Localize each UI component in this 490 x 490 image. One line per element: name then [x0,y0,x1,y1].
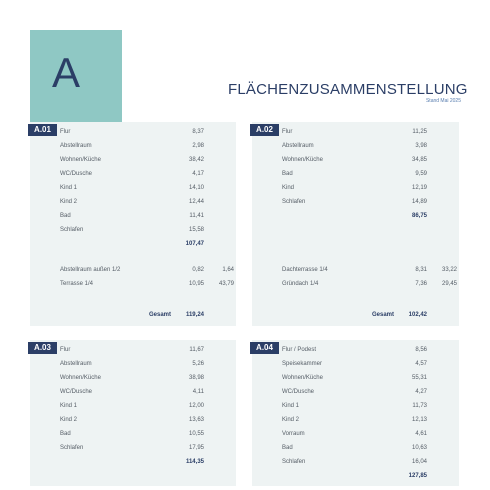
extra-factor-area: 43,79 [218,281,234,287]
room-area: 10,63 [411,445,427,451]
room-row [60,153,234,167]
extra-factor-area: 29,45 [441,281,457,287]
extra-name: Gründach 1/4 [282,281,319,287]
room-area: 14,10 [188,185,204,191]
room-row [60,125,234,139]
room-area: 4,17 [192,171,204,177]
subtotal-value: 127,85 [408,473,427,479]
room-name: Schlafen [60,227,84,233]
room-name: Schlafen [282,459,306,465]
room-row [282,343,457,357]
room-area: 12,13 [411,417,427,423]
room-name: Bad [60,213,71,219]
subtotal-value: 86,75 [411,213,427,219]
room-row [60,223,234,237]
room-area: 2,98 [192,143,204,149]
extra-area: 10,95 [188,281,204,287]
room-row [60,343,234,357]
room-name: Abstellraum [60,361,92,367]
section-letter: A [52,49,81,96]
room-row [60,385,234,399]
unit-card-a04 [252,340,459,486]
room-area: 4,57 [415,361,427,367]
room-name: WC/Dusche [282,389,315,395]
room-area: 5,26 [192,361,204,367]
extra-area: 7,36 [415,281,427,287]
room-area: 4,11 [192,389,204,395]
room-row [282,385,457,399]
extra-name: Abstellraum außen 1/2 [60,267,121,273]
room-name: Kind 1 [282,403,300,409]
extra-factor-area: 33,22 [441,267,457,273]
room-row [60,139,234,153]
room-area: 4,61 [415,431,427,437]
total-value: 102,42 [408,312,427,318]
room-name: Vorraum [282,431,305,437]
unit-badge: A.02 [250,124,279,136]
room-name: Flur [60,347,71,353]
room-row [60,371,234,385]
room-area: 8,56 [415,347,427,353]
total-label: Gesamt [148,312,171,318]
room-name: Kind 2 [60,417,78,423]
room-area: 12,19 [411,185,427,191]
unit-badge: A.04 [250,342,279,354]
room-area: 11,41 [189,213,204,219]
room-area: 3,98 [415,143,427,149]
room-row [282,455,457,469]
room-area: 11,67 [189,347,204,353]
room-area: 13,63 [188,417,204,423]
room-name: Flur [60,129,71,135]
room-row [60,399,234,413]
room-area: 12,44 [188,199,204,205]
subtotal-value: 107,47 [185,241,204,247]
room-row [282,153,457,167]
room-area: 9,59 [415,171,427,177]
unit-badge: A.03 [28,342,57,354]
subtotal-value: 114,35 [185,459,204,465]
extra-area: 8,31 [415,267,427,273]
room-row [60,357,234,371]
extra-row [282,263,457,277]
unit-card-a03 [30,340,236,486]
room-row [60,413,234,427]
extra-row [60,277,234,291]
room-row [282,181,457,195]
total-label: Gesamt [371,312,394,318]
room-area: 10,55 [188,431,204,437]
room-name: Kind 1 [60,185,78,191]
total-value: 119,24 [185,312,204,318]
extra-name: Dachterrasse 1/4 [282,267,328,273]
room-name: Abstellraum [282,143,314,149]
extra-area: 0,82 [192,267,204,273]
room-row [60,181,234,195]
room-name: Wohnen/Küche [60,375,101,381]
room-row [282,139,457,153]
room-area: 8,37 [192,129,204,135]
room-area: 11,73 [412,403,427,409]
room-name: Wohnen/Küche [282,157,323,163]
room-row [282,357,457,371]
page-subtitle: Stand Mai 2025 [425,98,461,104]
room-area: 34,85 [411,157,427,163]
room-name: Abstellraum [60,143,92,149]
room-name: Bad [282,171,293,177]
room-row [60,195,234,209]
room-area: 4,27 [415,389,427,395]
room-row [282,427,457,441]
room-row [60,441,234,455]
room-row [282,167,457,181]
room-row [60,209,234,223]
room-row [282,399,457,413]
room-name: Kind 2 [282,417,300,423]
room-row [282,441,457,455]
room-name: Kind [282,185,295,191]
room-name: Speisekammer [282,361,323,367]
room-row [282,413,457,427]
room-name: Schlafen [282,199,306,205]
room-area: 55,31 [411,375,427,381]
room-name: Wohnen/Küche [60,157,101,163]
unit-badge: A.01 [28,124,57,136]
room-row [282,125,457,139]
room-name: WC/Dusche [60,171,93,177]
unit-card-a02 [252,122,459,326]
room-name: Bad [60,431,71,437]
unit-card-a01 [30,122,236,326]
room-name: Bad [282,445,293,451]
room-row [60,167,234,181]
extra-factor-area: 1,64 [222,267,234,273]
room-area: 12,00 [188,403,204,409]
room-row [282,371,457,385]
page-title: FLÄCHENZUSAMMENSTELLUNG [228,81,468,98]
room-name: Flur [282,129,293,135]
room-name: Kind 2 [60,199,78,205]
room-name: Flur / Podest [282,347,317,353]
room-row [282,195,457,209]
extra-row [60,263,234,277]
room-row [60,427,234,441]
room-area: 17,95 [188,445,204,451]
room-area: 15,58 [188,227,204,233]
room-area: 14,89 [411,199,427,205]
extra-name: Terrasse 1/4 [60,281,94,287]
room-name: WC/Dusche [60,389,93,395]
room-area: 38,42 [188,157,204,163]
room-area: 16,04 [411,459,427,465]
room-area: 38,98 [188,375,204,381]
extra-row [282,277,457,291]
room-name: Kind 1 [60,403,78,409]
room-name: Wohnen/Küche [282,375,323,381]
room-name: Schlafen [60,445,84,451]
room-area: 11,25 [412,129,427,135]
